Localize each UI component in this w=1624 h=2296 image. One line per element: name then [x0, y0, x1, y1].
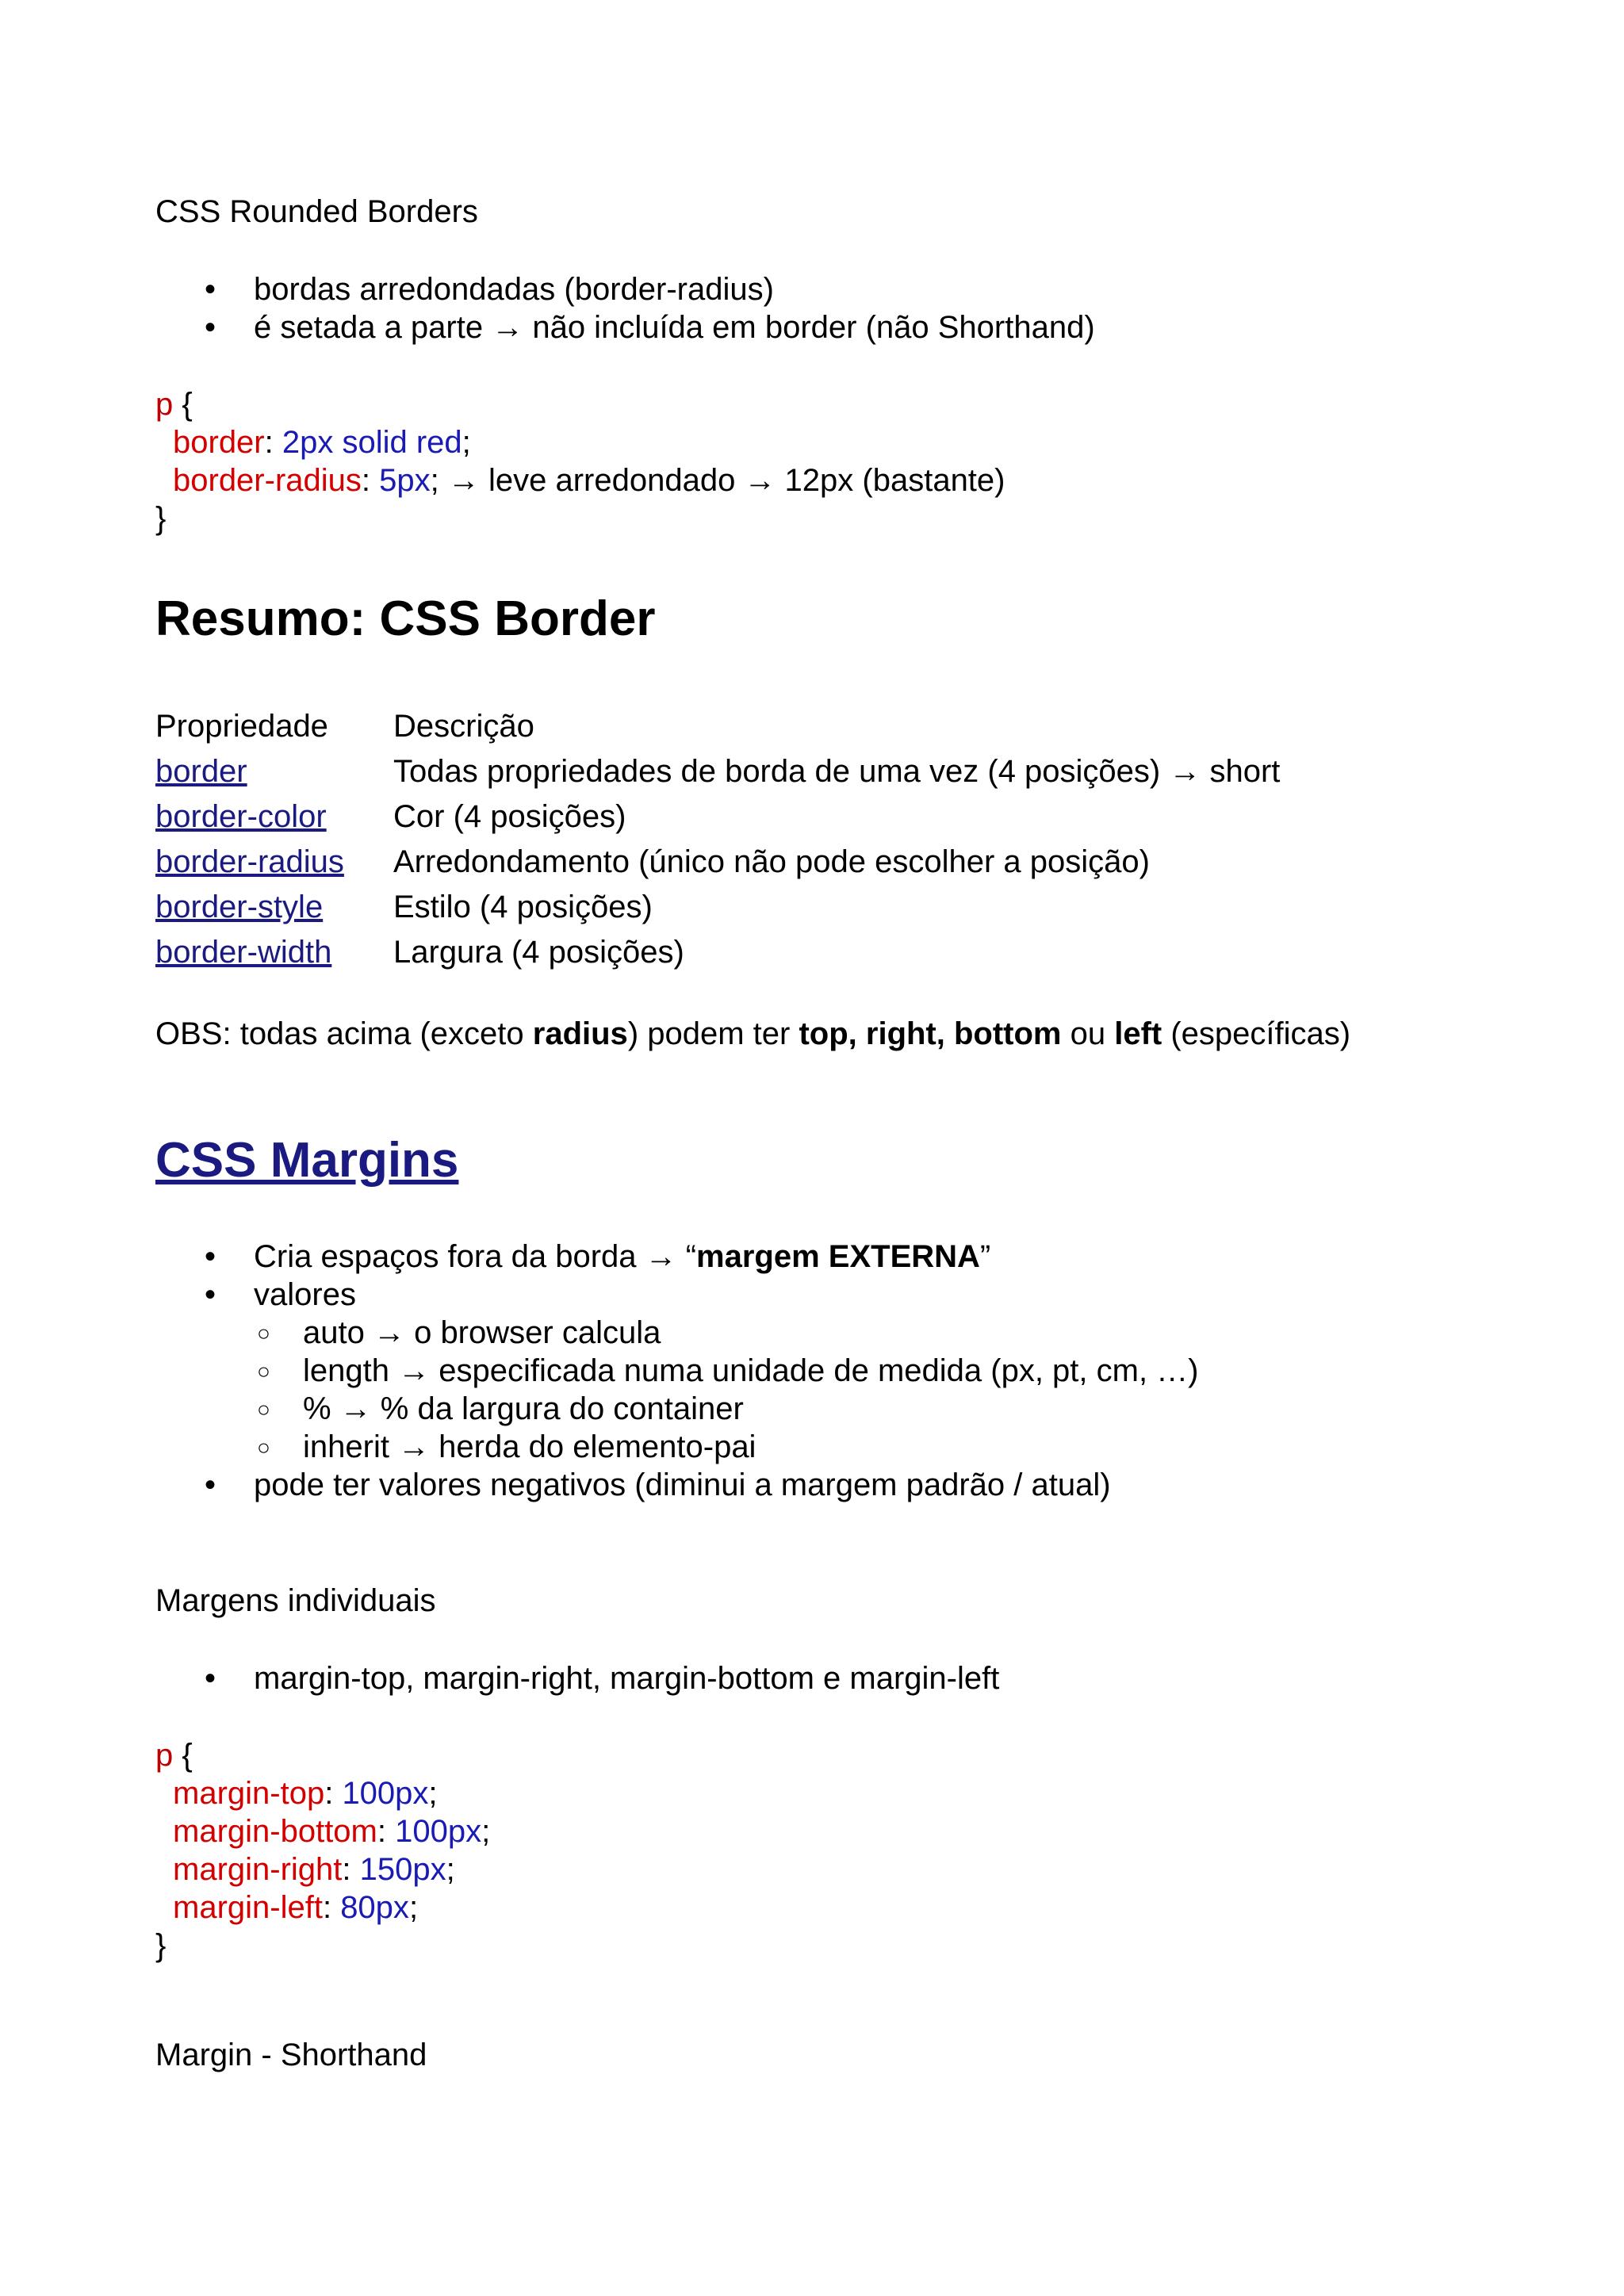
table-header-cell: Propriedade [155, 709, 328, 744]
code-selector: p [155, 1738, 174, 1773]
table-cell: Estilo (4 posições) [393, 890, 653, 924]
code-value: 100px [342, 1776, 429, 1811]
code-close-brace: } [155, 1928, 167, 1963]
code-property: margin-right [173, 1852, 343, 1887]
sub-list-item: ○ % → % da largura do container [155, 1390, 1199, 1428]
code-open-brace: { [173, 1738, 193, 1773]
list-item: • margin-top, margin-right, margin-bottom e margin-left [155, 1659, 999, 1697]
sub-list-item: ○ inherit → herda do elemento-pai [155, 1428, 1199, 1466]
sub-list-item: ○ length → especificada numa unidade de medida (px, pt, cm, …) [155, 1352, 1199, 1390]
list-item: • valores [155, 1276, 1199, 1314]
section-title-rounded-borders: CSS Rounded Borders [155, 194, 478, 229]
code-open-brace: { [173, 387, 193, 422]
margins-heading-link[interactable]: CSS Margins [155, 1133, 459, 1188]
summary-table [155, 704, 1280, 975]
code-property: margin-bottom [173, 1814, 377, 1849]
individual-bullets [155, 1659, 999, 1697]
section-title-margin-shorthand: Margin - Shorthand [155, 2038, 427, 2072]
table-cell: Arredondamento (único não pode escolher a posição) [393, 844, 1150, 879]
table-cell: Largura (4 posições) [393, 935, 684, 970]
code-property: border-radius [173, 463, 362, 498]
link-border-radius[interactable]: border-radius [155, 844, 344, 879]
table-row [155, 930, 1280, 975]
code-selector: p [155, 387, 174, 422]
code-value: 80px [340, 1890, 409, 1925]
table-cell: Cor (4 posições) [393, 799, 626, 834]
table-row [155, 885, 1280, 930]
section-title-individual-margins: Margens individuais [155, 1583, 436, 1618]
code-property: margin-top [173, 1776, 325, 1811]
link-border-color[interactable]: border-color [155, 799, 327, 834]
list-item: • Cria espaços fora da borda → “margem EXTERNA” [155, 1238, 1199, 1276]
link-border[interactable]: border [155, 754, 247, 789]
code-value: 2px solid red [282, 425, 462, 460]
code-value: 150px [359, 1852, 446, 1887]
summary-heading: Resumo: CSS Border [155, 591, 656, 646]
table-cell: Todas propriedades de borda de uma vez (4 posições) → short [393, 754, 1281, 789]
obs-note: OBS: todas acima (exceto radius) podem ter top, right, bottom ou left (específicas) [155, 1016, 1351, 1051]
rounded-borders-bullets [155, 270, 1095, 346]
margins-bullets [155, 1238, 1199, 1504]
code-close-brace: } [155, 501, 167, 536]
code-property: border [173, 425, 265, 460]
code-suffix: ; [462, 425, 471, 460]
table-header-row [155, 704, 1280, 749]
code-property: margin-left [173, 1890, 323, 1925]
sub-list-item: ○ auto → o browser calcula [155, 1314, 1199, 1352]
table-header-cell: Descrição [393, 709, 534, 744]
list-item: • é setada a parte → não incluída em border (não Shorthand) [155, 308, 1095, 346]
table-row [155, 794, 1280, 840]
table-row [155, 840, 1280, 885]
link-border-style[interactable]: border-style [155, 890, 324, 924]
list-item: • pode ter valores negativos (diminui a margem padrão / atual) [155, 1466, 1199, 1504]
code-value: 5px [379, 463, 431, 498]
table-row [155, 749, 1280, 794]
code-suffix: ; → leve arredondado → 12px (bastante) [430, 463, 1005, 498]
code-value: 100px [395, 1814, 482, 1849]
link-border-width[interactable]: border-width [155, 935, 332, 970]
list-item: • bordas arredondadas (border-radius) [155, 270, 1095, 308]
